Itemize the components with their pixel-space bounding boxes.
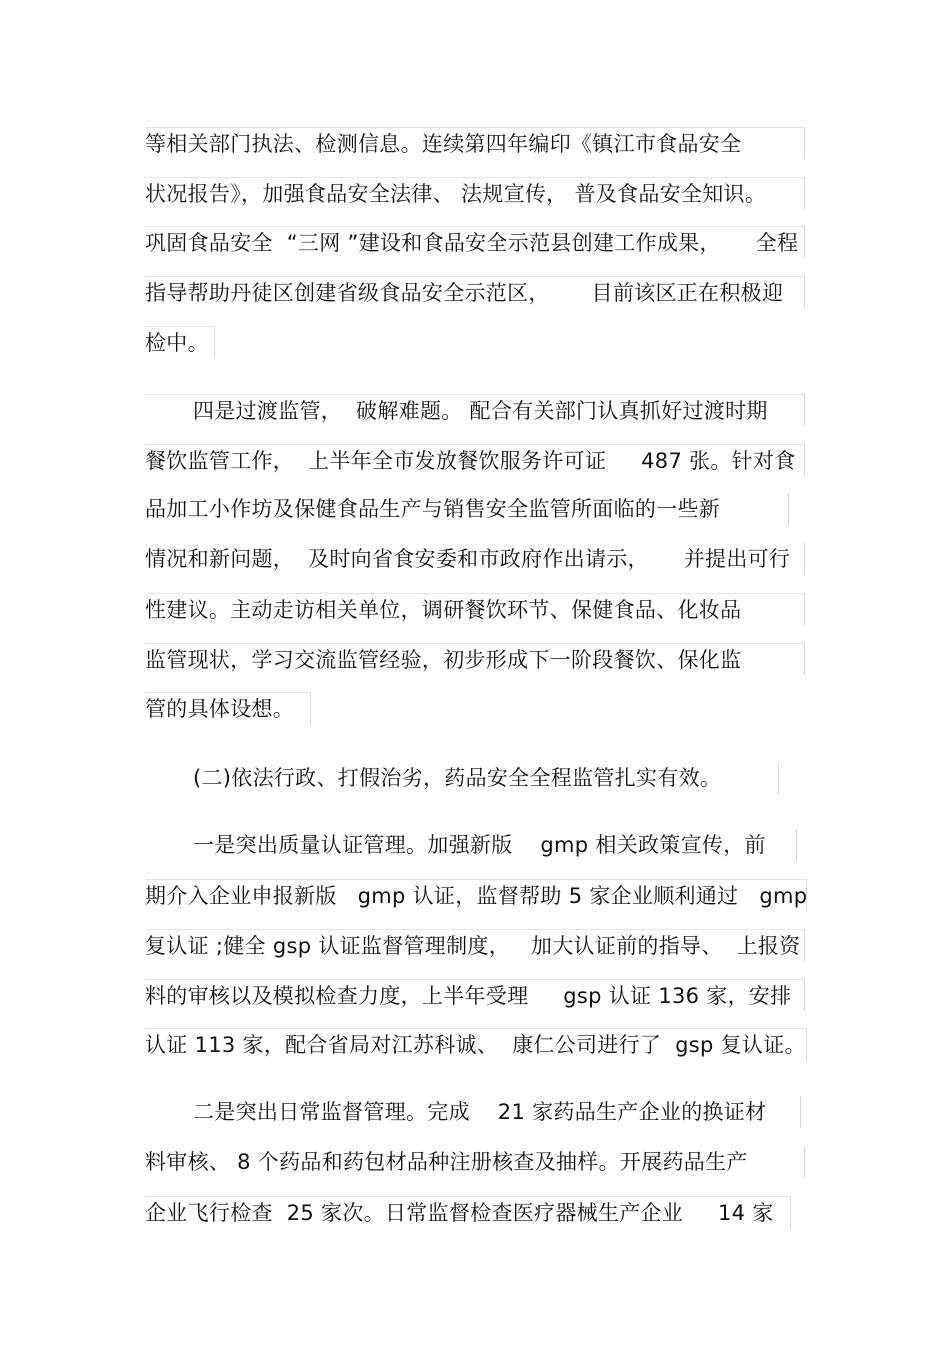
text-line: 等相关部门执法、检测信息。连续第四年编印《镇江市食品安全 [145, 127, 805, 159]
text-line: 情况和新问题， 及时向省食安委和市政府作出请示， 并提出可行 [145, 543, 805, 575]
text-line: 料审核、 8 个药品和药包材品种注册核查及抽样。开展药品生产 [145, 1146, 805, 1178]
text-line: 监管现状，学习交流监管经验，初步形成下一阶段餐饮、保化监 [145, 643, 805, 675]
text-line: 认证 113 家，配合省局对江苏科诚、 康仁公司进行了 gsp 复认证。 [145, 1028, 807, 1060]
text-line: 巩固食品安全 “三网 ”建设和食品安全示范县创建工作成果， 全程 [145, 226, 805, 258]
section-heading: (二)依法行政、打假治劣，药品安全全程监管扎实有效。 [145, 762, 779, 794]
text-line: 四是过渡监管， 破解难题。 配合有关部门认真抓好过渡时期 [145, 394, 805, 426]
text-line: 状况报告》，加强食品安全法律、 法规宣传， 普及食品安全知识。 [145, 177, 805, 209]
text-line: 品加工小作坊及保健食品生产与销售安全监管所面临的一些新 [145, 493, 789, 525]
text-line: 料的审核以及模拟检查力度，上半年受理 gsp 认证 136 家，安排 [145, 979, 805, 1011]
text-line: 性建议。主动走访相关单位，调研餐饮环节、保健食品、化妆品 [145, 593, 805, 625]
text-line: 管的具体设想。 [145, 692, 311, 724]
text-line: 一是突出质量认证管理。加强新版 gmp 相关政策宣传，前 [145, 829, 797, 861]
text-line: 企业飞行检查 25 家次。日常监督检查医疗器械生产企业 14 家 [145, 1196, 791, 1228]
text-line: 二是突出日常监督管理。完成 21 家药品生产企业的换证材 [145, 1096, 801, 1128]
text-line: 检中。 [145, 326, 215, 358]
text-line: 餐饮监管工作， 上半年全市发放餐饮服务许可证 487 张。针对食 [145, 444, 805, 476]
text-line: 复认证 ;健全 gsp 认证监督管理制度， 加大认证前的指导、 上报资 [145, 929, 805, 961]
text-line: 期介入企业申报新版 gmp 认证，监督帮助 5 家企业顺利通过 gmp [145, 879, 807, 911]
text-line: 指导帮助丹徒区创建省级食品安全示范区， 目前该区正在积极迎 [145, 276, 805, 308]
